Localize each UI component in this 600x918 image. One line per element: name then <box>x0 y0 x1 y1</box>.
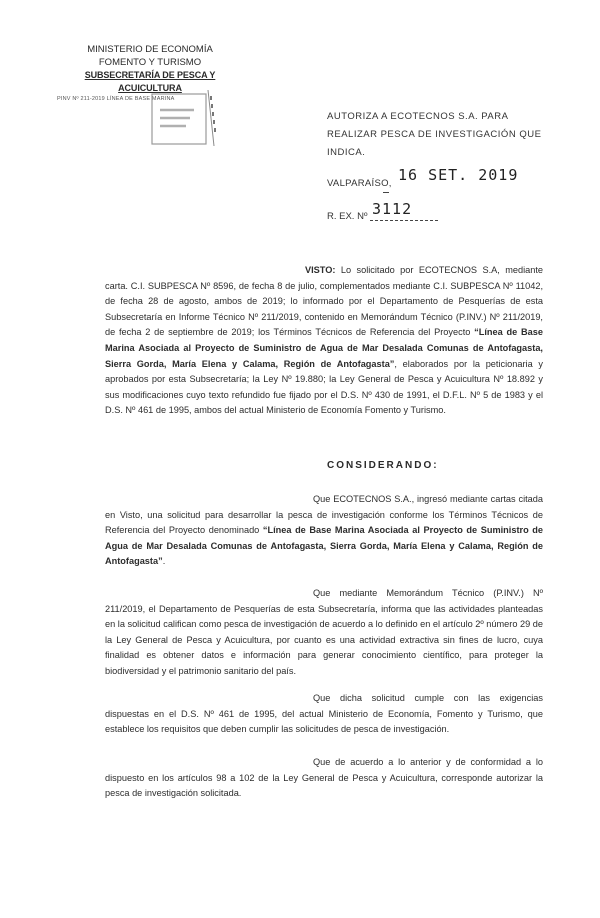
letterhead-ministry-sub: FOMENTO Y TURISMO <box>98 57 202 68</box>
official-stamp-icon <box>148 88 220 148</box>
considerando-3-text: Que dicha solicitud cumple con las exigencias dispuestas en el D.S. Nº 461 de 1995, del actual Ministerio de Economía, Fomento y Turismo, que establece los requisitos que deben cumplir las solicitudes de pesca de investigación. <box>105 693 543 735</box>
considerando-4-text: Que de acuerdo a lo anterior y de conformidad a lo dispuesto en los artículos 98 a 102 de la Ley General de Pesca y Acuicultura, corresponde autorizar la pesca de investigación solicitada. <box>105 757 543 799</box>
resolution-subject: AUTORIZA A ECOTECNOS S.A. PARA REALIZAR PESCA DE INVESTIGACIÓN QUE INDICA. <box>327 111 542 158</box>
resolution-label: R. EX. Nº <box>327 211 368 222</box>
visto-section <box>105 263 543 419</box>
considerando-paragraph-1 <box>105 492 543 570</box>
considerando-2-text: Que mediante Memorándum Técnico (P.INV.) Nº 211/2019, el Departamento de Pesquerías de esta Subsecretaría, informa que las actividades planteadas en la solicitud califican como pesca de investigación de acuerdo a lo definido en el artículo 2º número 29 de la Ley General de Pesca y Acuicultura, por cuanto es una actividad extractiva sin fines de lucro, cuya finalidad es obtener datos e información para generar conocimiento científico, para proteger la biodiversidad y el patrimonio sanitario del país. <box>105 588 543 676</box>
letterhead-subsecretaria: SUBSECRETARÍA DE PESCA Y ACUICULTURA <box>84 70 216 93</box>
letterhead-reference: PINV Nº 211-2019 LÍNEA DE BASE MARINA <box>57 96 175 102</box>
considerando-1-text-b: . <box>162 556 166 567</box>
considerando-1-project-name: “Línea de Base Marina Asociada al Proyecto de Suministro de Agua de Mar Desalada Comunas de Antofagasta, Sierra Gorda, María Elena y Calama, Región de Antofagasta” <box>105 525 544 567</box>
letterhead-ministry: MINISTERIO DE ECONOMÍA <box>87 44 213 55</box>
considerando-heading: CONSIDERANDO: <box>327 460 439 471</box>
considerando-paragraph-2 <box>105 586 543 680</box>
visto-text-2: , elaborados por la peticionaria y aprobados por esta Subsecretaría; la Ley Nº 19.880; la Ley General de Pesca y Acuicultura Nº 18.892 y sus modificaciones cuyo texto refundido fue fijado por el D.S. Nº 430 de 1991, el D.F.L. Nº 5 de 1983 y el D.S. Nº 461 de 1995, ambos del actual Ministerio de Economía Fomento y Turismo. <box>105 358 543 416</box>
considerando-paragraph-3 <box>105 691 543 738</box>
visto-label: VISTO: <box>305 265 336 275</box>
considerando-1-text-a: Que ECOTECNOS S.A., ingresó mediante cartas citada en Visto, una solicitud para desarrollar la pesca de investigación conforme los Términos Técnicos de Referencia del Proyecto denominado <box>105 494 543 536</box>
resolution-number-line <box>370 220 438 221</box>
visto-project-name: “Línea de Base Marina Asociada al Proyecto de Suministro de Agua de Mar Desalada Comunas de Antofagasta, Sierra Gorda, María Elena y Calama, Región de Antofagasta” <box>105 327 543 369</box>
visto-text-1: Lo solicitado por ECOTECNOS S.A, mediante carta. C.I. SUBPESCA Nº 8596, de fecha 8 de julio, complementados mediante C.I. SUBPESCA Nº 11042, de fecha 28 de agosto, ambos de 2019; lo informado por el Departamento de Pesquerías de esta Subsecretaría en Informe Técnico Nº 211/2019, contenido en Memorándum Técnico (P.INV.) Nº 211/2019, de fecha 2 de septiembre de 2019; los Términos Técnicos de Referencia del Proyecto <box>105 265 543 338</box>
resolution-date: 16 SET. 2019 <box>398 166 519 184</box>
considerando-paragraph-4 <box>105 755 543 802</box>
date-dash <box>383 192 389 193</box>
place-label: VALPARAÍSO, <box>327 178 392 189</box>
resolution-number: 3112 <box>372 200 413 218</box>
